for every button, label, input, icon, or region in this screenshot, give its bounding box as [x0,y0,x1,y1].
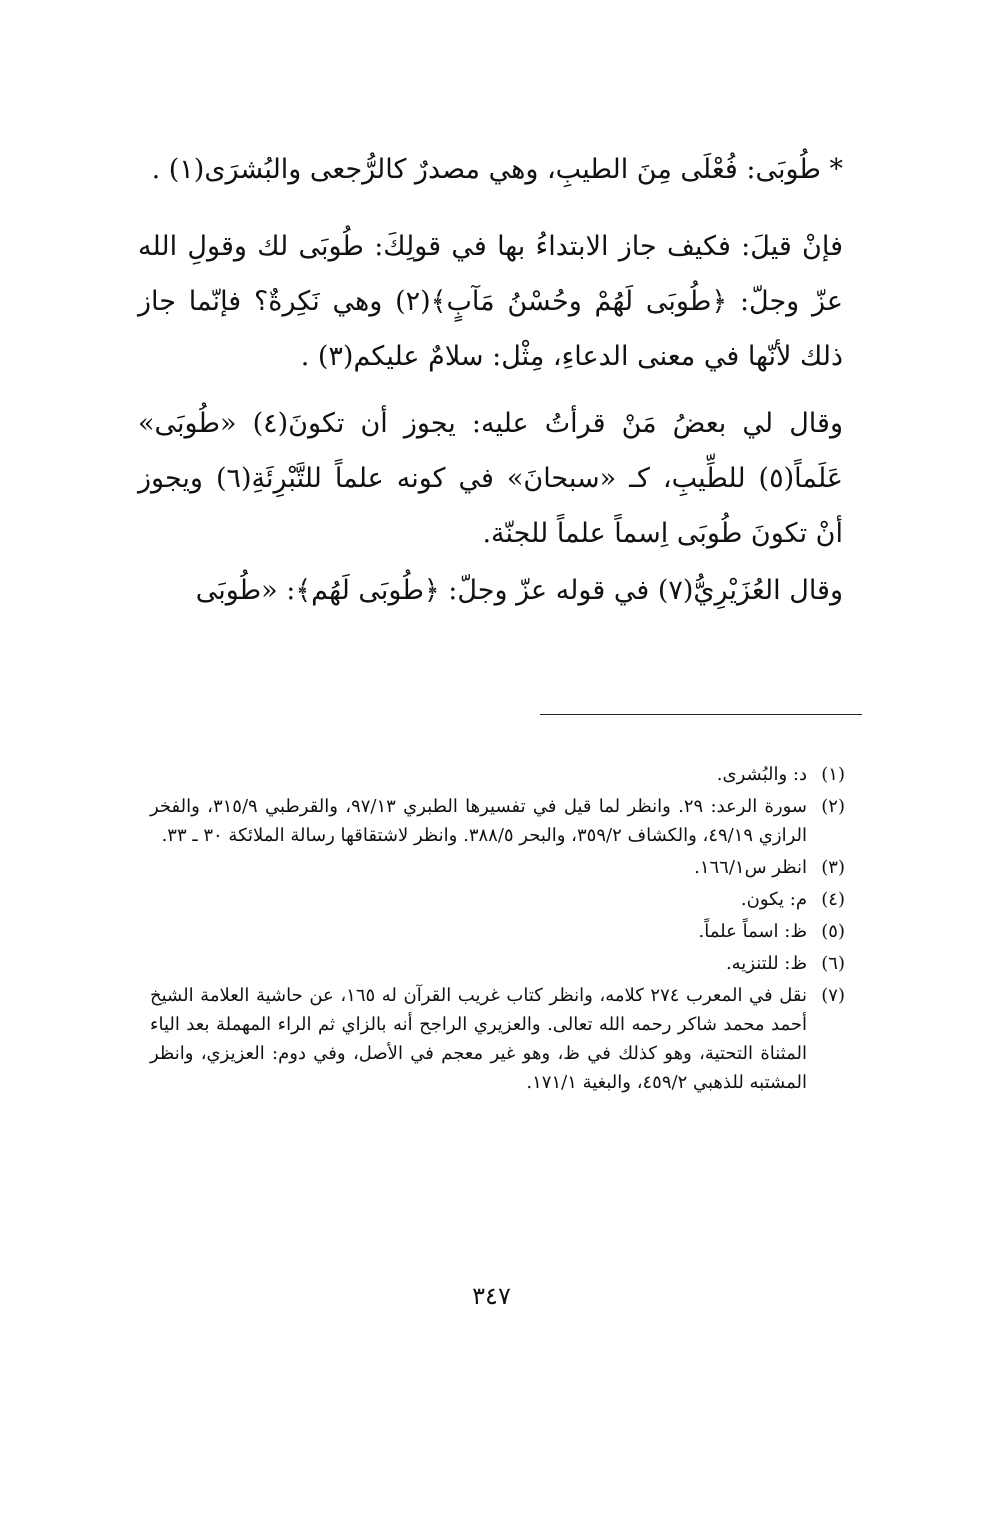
footnote-item [150,853,845,882]
footnote-text: ظ: اسماً علماً. [698,921,807,942]
main-text-block [138,142,843,618]
footnote-item [150,981,845,1097]
footnote-number: (٦) [821,953,845,974]
page-number: ٣٤٧ [472,1282,511,1310]
footnote-text: م: يكون. [740,889,807,910]
footnote-number: (٣) [821,857,845,878]
footnote-text: ظ: للتنزيه. [725,953,807,974]
footnote-number: (٤) [821,889,845,910]
paragraph-uzayri: وقال العُزَيْرِيُّ(٧) في قوله عزّ وجلّ: ﴿طُوبَى لَهُم﴾: «طُوبَى [195,575,843,606]
footnote-number: (١) [821,764,845,785]
paragraph-tuba-definition: * طُوبَى: فُعْلَى مِنَ الطيبِ، وهي مصدرٌ كالرُّجعى والبُشرَى(١) . [151,154,843,185]
footnote-number: (٧) [821,985,845,1006]
footnote-text: نقل في المعرب ٢٧٤ كلامه، وانظر كتاب غريب القرآن له ١٦٥، عن حاشية العلامة الشيخ أحمد محمد شاكر رحمه الله تعالى. والعزيري الراجح أنه بالزاي ثم الراء المهملة بعد الياء المثناة التحتية، وهو كذلك في ظ، وهو غير معجم في الأصل، وفي دوم: العزيزي، وانظر المشتبه للذهبي ٤٥٩/٢، والبغية ١٧١/١. [150,985,807,1093]
footnote-number: (٥) [821,921,845,942]
paragraph-question: فإنْ قيلَ: فكيف جاز الابتداءُ بها في قولِكَ: طُوبَى لك وقولِ الله عزّ وجلّ: ﴿طُوبَى لَهُمْ وحُسْنُ مَآبٍ﴾(٢) وهي نَكِرةٌ؟ فإنّما جاز ذلك لأنّها في معنى الدعاءِ، مِثْل: سلامٌ عليكم(٣) . [138,231,844,372]
footnote-number: (٢) [821,796,845,817]
footnotes [150,760,845,1100]
footnote-text: د: والبُشرى. [716,764,807,785]
footnote-text: انظر س١٦٦/١. [694,857,807,878]
footnote-separator [540,714,862,715]
footnote-item [150,917,845,946]
footnote-item [150,792,845,850]
paragraph-alam: وقال لي بعضُ مَنْ قرأتُ عليه: يجوز أن تكونَ(٤) «طُوبَى» عَلَماً(٥) للطِّيبِ، كـ «سبحانَ» في كونه علماً للتَّبْرِئَةِ(٦) ويجوز أنْ تكونَ طُوبَى اِسماً علماً للجنّة. [138,408,843,549]
footnote-text: سورة الرعد: ٢٩. وانظر لما قيل في تفسيرها الطبري ٩٧/١٣، والقرطبي ٣١٥/٩، والفخر الرازي ٤٩/١٩، والكشاف ٣٥٩/٢، والبحر ٣٨٨/٥. وانظر لاشتقاقها رسالة الملائكة ٣٠ ـ ٣٣. [150,796,807,846]
footnote-item [150,949,845,978]
footnote-item [150,760,845,789]
footnote-item [150,885,845,914]
